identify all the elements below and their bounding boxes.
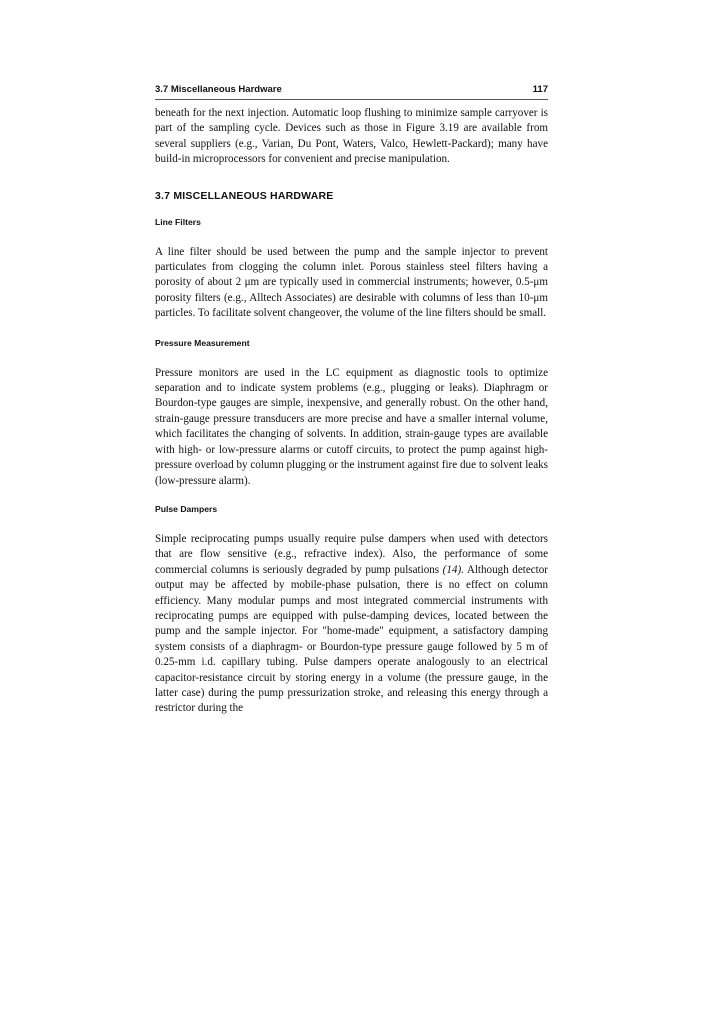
running-head	[155, 84, 548, 100]
paragraph-pulse-dampers	[155, 532, 548, 717]
citation-reference: (14).	[442, 563, 464, 576]
pulse-dampers-text-part-1: Simple reciprocating pumps usually require pulse dampers when used with detectors that are flow sensitive (e.g., refractive index). Also, the performance of some commercial columns is seriously degraded by pump pulsations	[155, 532, 548, 576]
pulse-dampers-text-part-2: Although detector output may be affected by mobile-phase pulsation, there is no effect on column efficiency. Many modular pumps and most integrated commercial instruments with reciprocating pumps are equipped with pulse-damping devices, located between the pump and the sample injector. For "home-made" equipment, a satisfactory damping system consists of a diaphragm- or Bourdon-type pressure gauge followed by 5 m of 0.25-mm i.d. capillary tubing. Pulse dampers operate analogously to an electrical capacitor-resistance circuit by storing energy in a volume (the pressure gauge, in the latter case) during the pump pressurization stroke, and releasing this energy through a restrictor during the	[155, 563, 549, 715]
paragraph-line-filters: A line filter should be used between the pump and the sample injector to prevent particulates from clogging the column inlet. Porous stainless steel filters having a porosity of about 2 μm are typically used in commercial instruments; however, 0.5-μm porosity filters (e.g., Alltech Associates) are desirable with columns of less than 10-μm particles. To facilitate solvent changeover, the volume of the line filters should be small.	[155, 245, 548, 320]
intro-paragraph: beneath for the next injection. Automatic loop flushing to minimize sample carryover is part of the sampling cycle. Devices such as those in Figure 3.19 are available from several suppliers (e.g., Varian, Du Pont, Waters, Valco, Hewlett-Packard); many have build-in microprocessors for convenient and precise manipulation.	[155, 107, 548, 166]
running-head-title: 3.7 Miscellaneous Hardware	[155, 84, 282, 95]
paragraph-pressure-measurement: Pressure monitors are used in the LC equipment as diagnostic tools to optimize separation and to indicate system problems (e.g., plugging or leaks). Diaphragm or Bourdon-type gauges are simple, inexpensive, and generally robust. On the other hand, strain-gauge pressure transducers are more precise and have a smaller internal volume, which facilitates the changing of solvents. In addition, strain-gauge types are available with high- or low-pressure alarms or cutoff circuits, to protect the pump against high-pressure overload by column plugging or the instrument against fire due to solvent leaks (low-pressure alarm).	[155, 366, 548, 487]
page-number: 117	[532, 84, 548, 95]
subsection-heading-pressure-measurement: Pressure Measurement	[155, 337, 250, 348]
section-heading: 3.7 MISCELLANEOUS HARDWARE	[155, 189, 334, 202]
subsection-heading-pulse-dampers: Pulse Dampers	[155, 503, 218, 514]
book-page	[155, 84, 548, 717]
subsection-heading-line-filters: Line Filters	[155, 216, 201, 227]
